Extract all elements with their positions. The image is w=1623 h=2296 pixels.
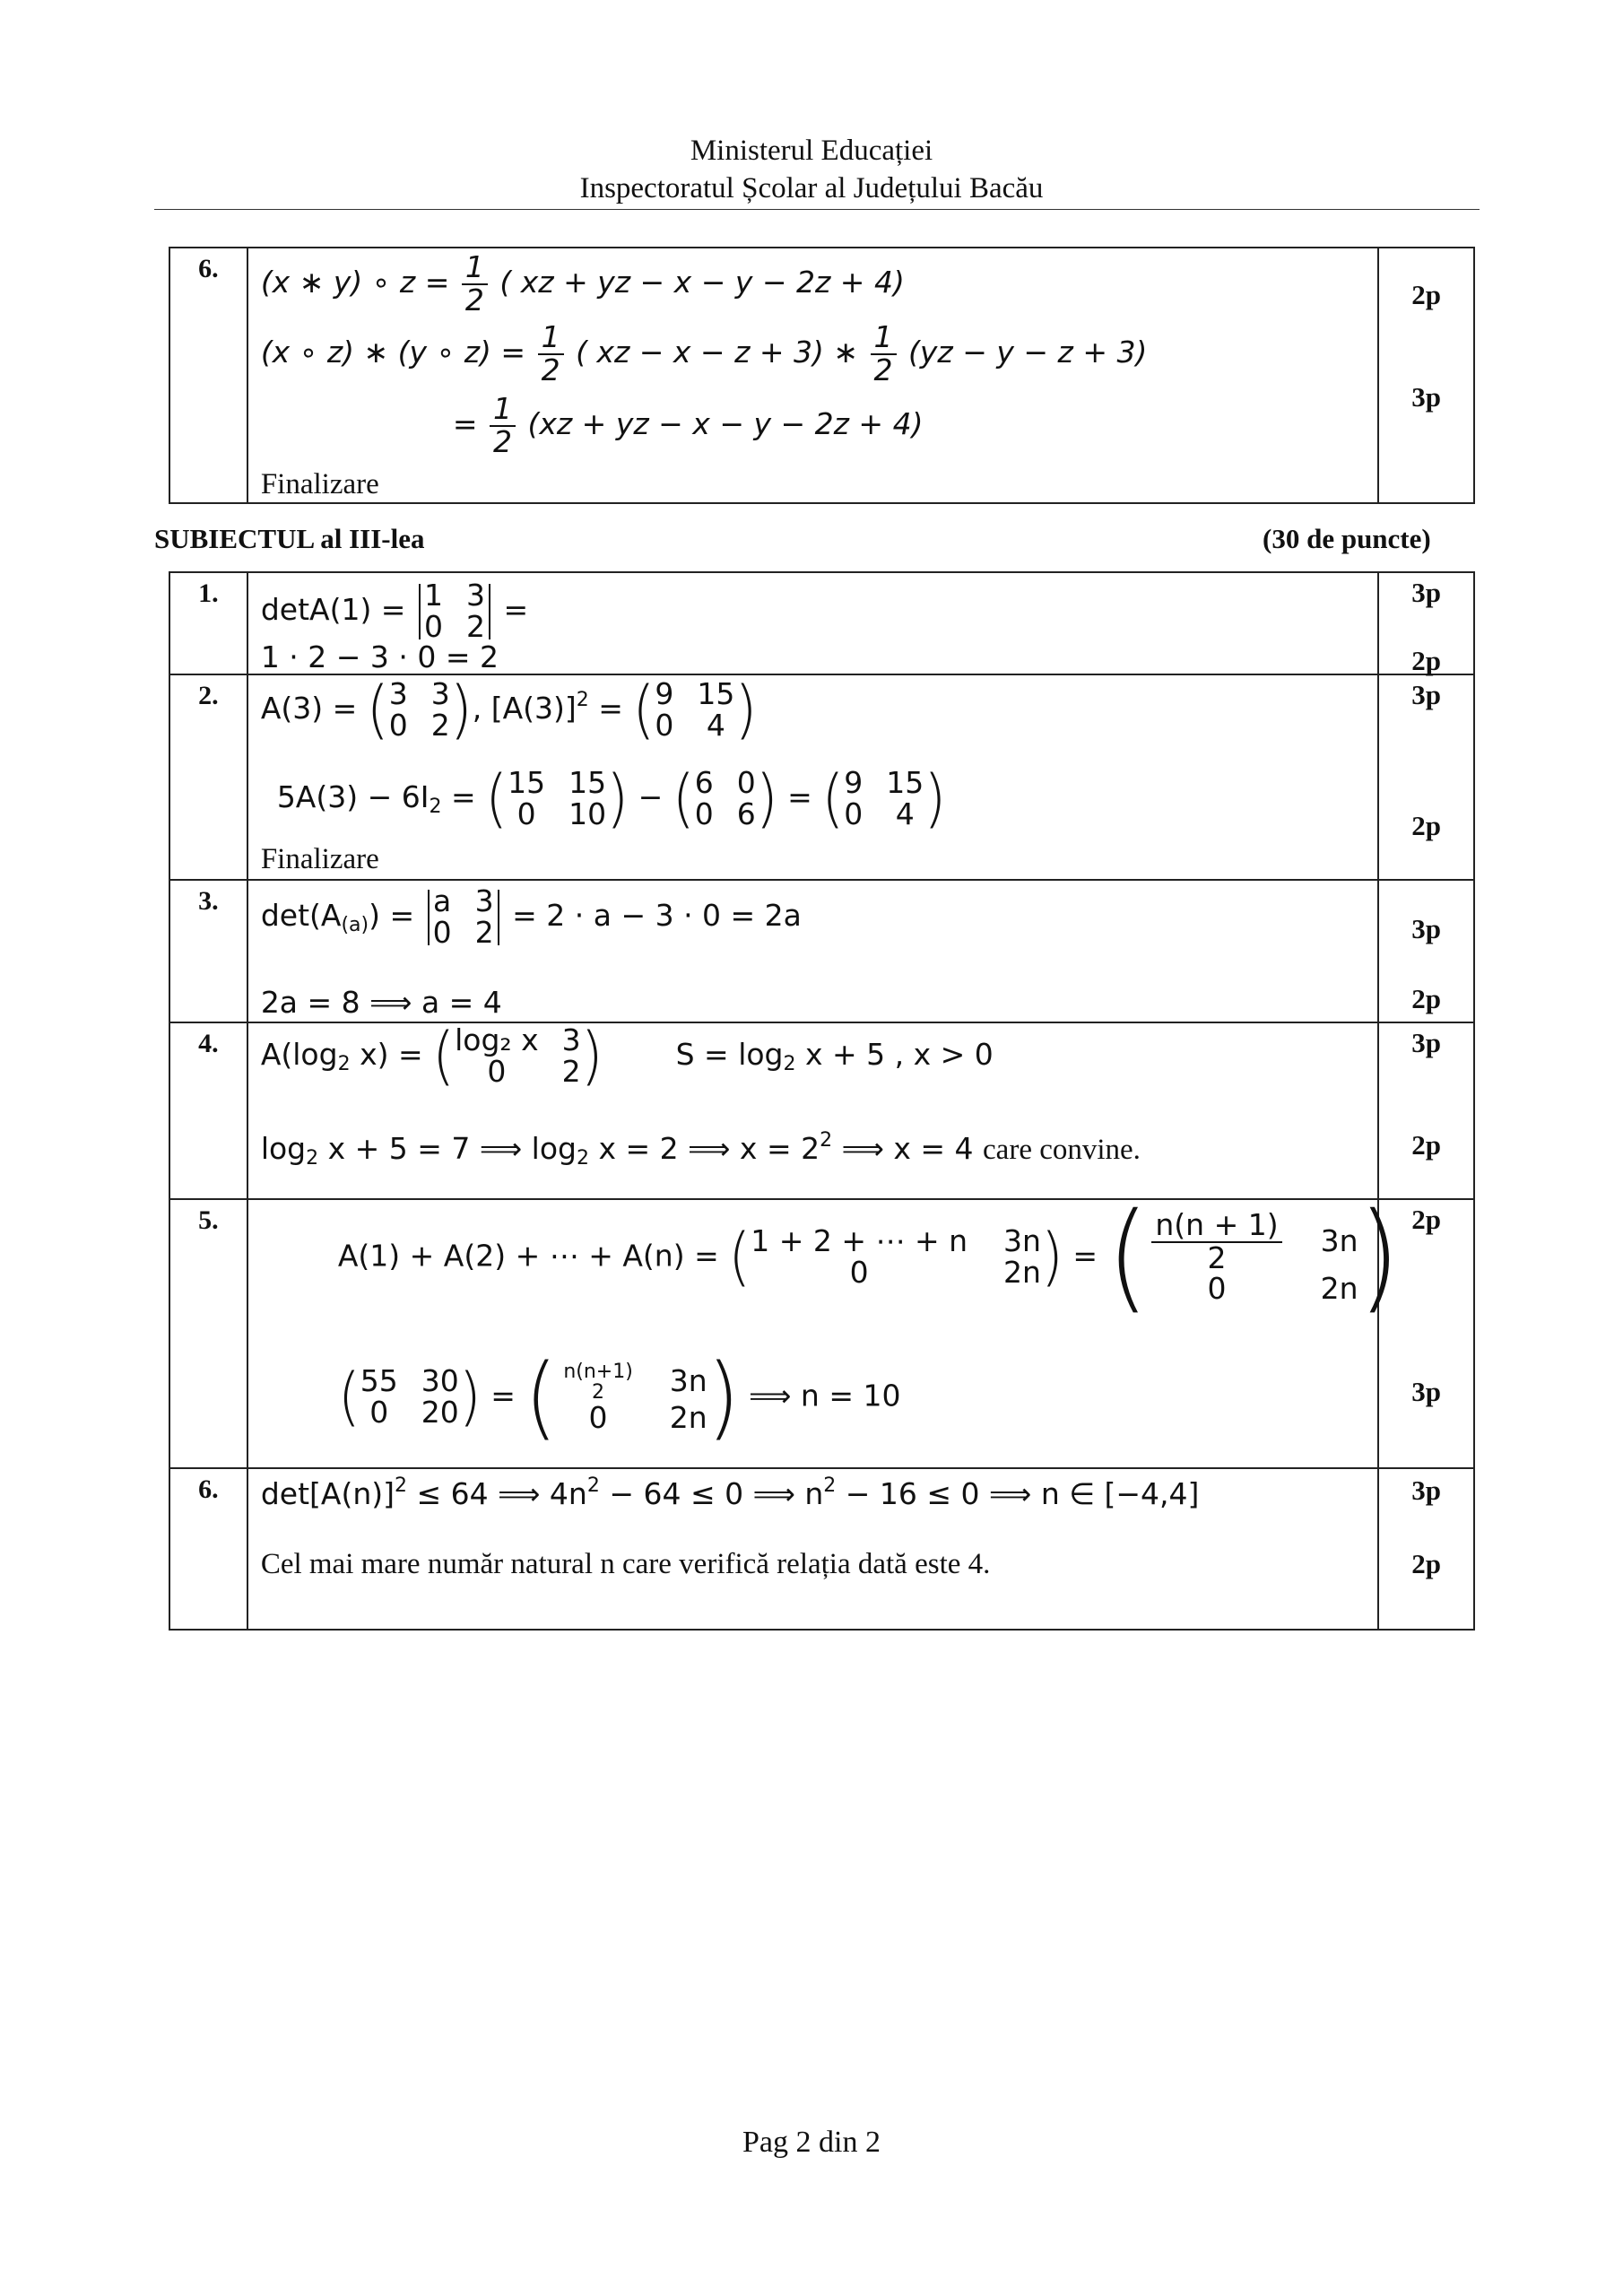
points-cell (1378, 572, 1474, 674)
section-title: SUBIECTUL al III-lea (154, 523, 425, 554)
item-number: 4. (169, 1022, 247, 1199)
points-value: 2p (1411, 279, 1441, 310)
item-number: 2. (169, 674, 247, 880)
item3-line1: $\det(A_{(a)})$ = a 3 0 2 = 2 · a − 3 · 0 = 2a (260, 883, 802, 950)
part2-table (169, 247, 1475, 504)
points-value: 3p (1411, 913, 1441, 944)
section-points: (30 de puncte) (1263, 523, 1431, 554)
item-number: 6. (169, 1468, 247, 1630)
points-cell (1378, 1468, 1474, 1630)
page-footer: Pag 2 din 2 (742, 2126, 881, 2159)
points-value: 3p (1411, 1474, 1441, 1506)
determinant: 1 3 0 2 (415, 580, 494, 642)
item-number: 1. (169, 572, 247, 674)
item-content (247, 248, 1378, 503)
item3-line2: 2a = 8 ⟹ a = 4 (260, 985, 502, 1020)
points-value: 3p (1411, 1376, 1441, 1407)
points-cell (1378, 248, 1474, 503)
points-cell (1378, 674, 1474, 880)
points-value: 3p (1411, 577, 1441, 608)
finalizare-label: Finalizare (260, 468, 379, 500)
item5-line2: ( 55 30 0 20 ) = ( n(n+1) 2 3n 0 2n ) ⟹ n = 10 (337, 1344, 901, 1450)
points-value: 2p (1411, 1129, 1441, 1161)
points-cell (1378, 1022, 1474, 1199)
points-cell (1378, 880, 1474, 1022)
points-value: 3p (1411, 1027, 1441, 1058)
header-rule (154, 209, 1480, 210)
item-content (247, 880, 1378, 1022)
item2-line1: A(3) = ( 3 3 0 2 ) , $[A(3)]^2$ = ( 9 15 0 4 ) (260, 673, 758, 747)
item2-line2: $5A(3) - 6I_2$ = ( 15 15 0 10 ) − ( 6 0 0 6 ) = ( 9 15 0 4 ) (276, 761, 947, 836)
item6-line2: Cel mai mare număr natural n care verifică relația dată este 4. (260, 1548, 991, 1580)
part3-table (169, 571, 1475, 1631)
header-ministry: Ministerul Educației (690, 135, 933, 167)
item-content (247, 1468, 1378, 1630)
header-inspectorate: Inspectoratul Școlar al Județului Bacău (579, 172, 1044, 204)
eq3: = $\frac{1}{2}$ (xz + yz − x − y − 2z + 4) (452, 391, 924, 459)
points-cell (1378, 1199, 1474, 1468)
item-content (247, 674, 1378, 880)
item1-line1: detA(1) = 1 3 0 2 = (260, 578, 529, 644)
item4-line2: $\log_2 x + 5 = 7$ ⟹ $\log_2 x = 2$ ⟹ $x = 2^2$ ⟹ x = 4 care convine. (260, 1129, 1141, 1170)
points-value: 3p (1411, 679, 1441, 710)
eq2: (x ∘ z) ∗ (y ∘ z) = $\frac{1}{2}$ ( xz − x − z + 3) ∗ $\frac{1}{2}$ (yz − y − z + 3) (260, 319, 1148, 387)
item-number: 6. (169, 248, 247, 503)
points-value: 2p (1411, 1204, 1441, 1235)
item5-line1: A(1) + A(2) + ⋯ + A(n) = ( 1 + 2 + ⋯ + n 3n 0 2n ) = ( $\frac{n(n + 1)}{2}$ 3n 0 2n ) (337, 1188, 1401, 1326)
item-content (247, 1188, 1401, 1468)
item1-line2: 1 · 2 − 3 · 0 = 2 (260, 639, 499, 674)
item-content (247, 572, 1378, 674)
eq1: (x ∗ y) ∘ z = $\frac{1}{2}$ ( xz + yz − x − y − 2z + 4) (260, 249, 905, 317)
points-value: 2p (1411, 1548, 1441, 1579)
points-value: 3p (1411, 381, 1441, 413)
points-value: 2p (1411, 645, 1441, 676)
item6-line1: $\det[A(n)]^2 \le 64$ ⟹ $4n^2 - 64 \le 0$ ⟹ $n^2 - 16 \le 0$ ⟹ n ∈ [−4,4] (260, 1474, 1200, 1511)
item-number: 3. (169, 880, 247, 1022)
points-value: 2p (1411, 983, 1441, 1014)
item-number: 5. (169, 1199, 247, 1468)
finalizare-label: Finalizare (260, 843, 379, 875)
points-value: 2p (1411, 810, 1441, 841)
item-content (247, 1019, 1378, 1199)
item4-line1: $A(\log_2$ x) = ( log₂ x 3 0 2 ) $S = \log_2 x + 5$ , x > 0 (260, 1019, 994, 1093)
